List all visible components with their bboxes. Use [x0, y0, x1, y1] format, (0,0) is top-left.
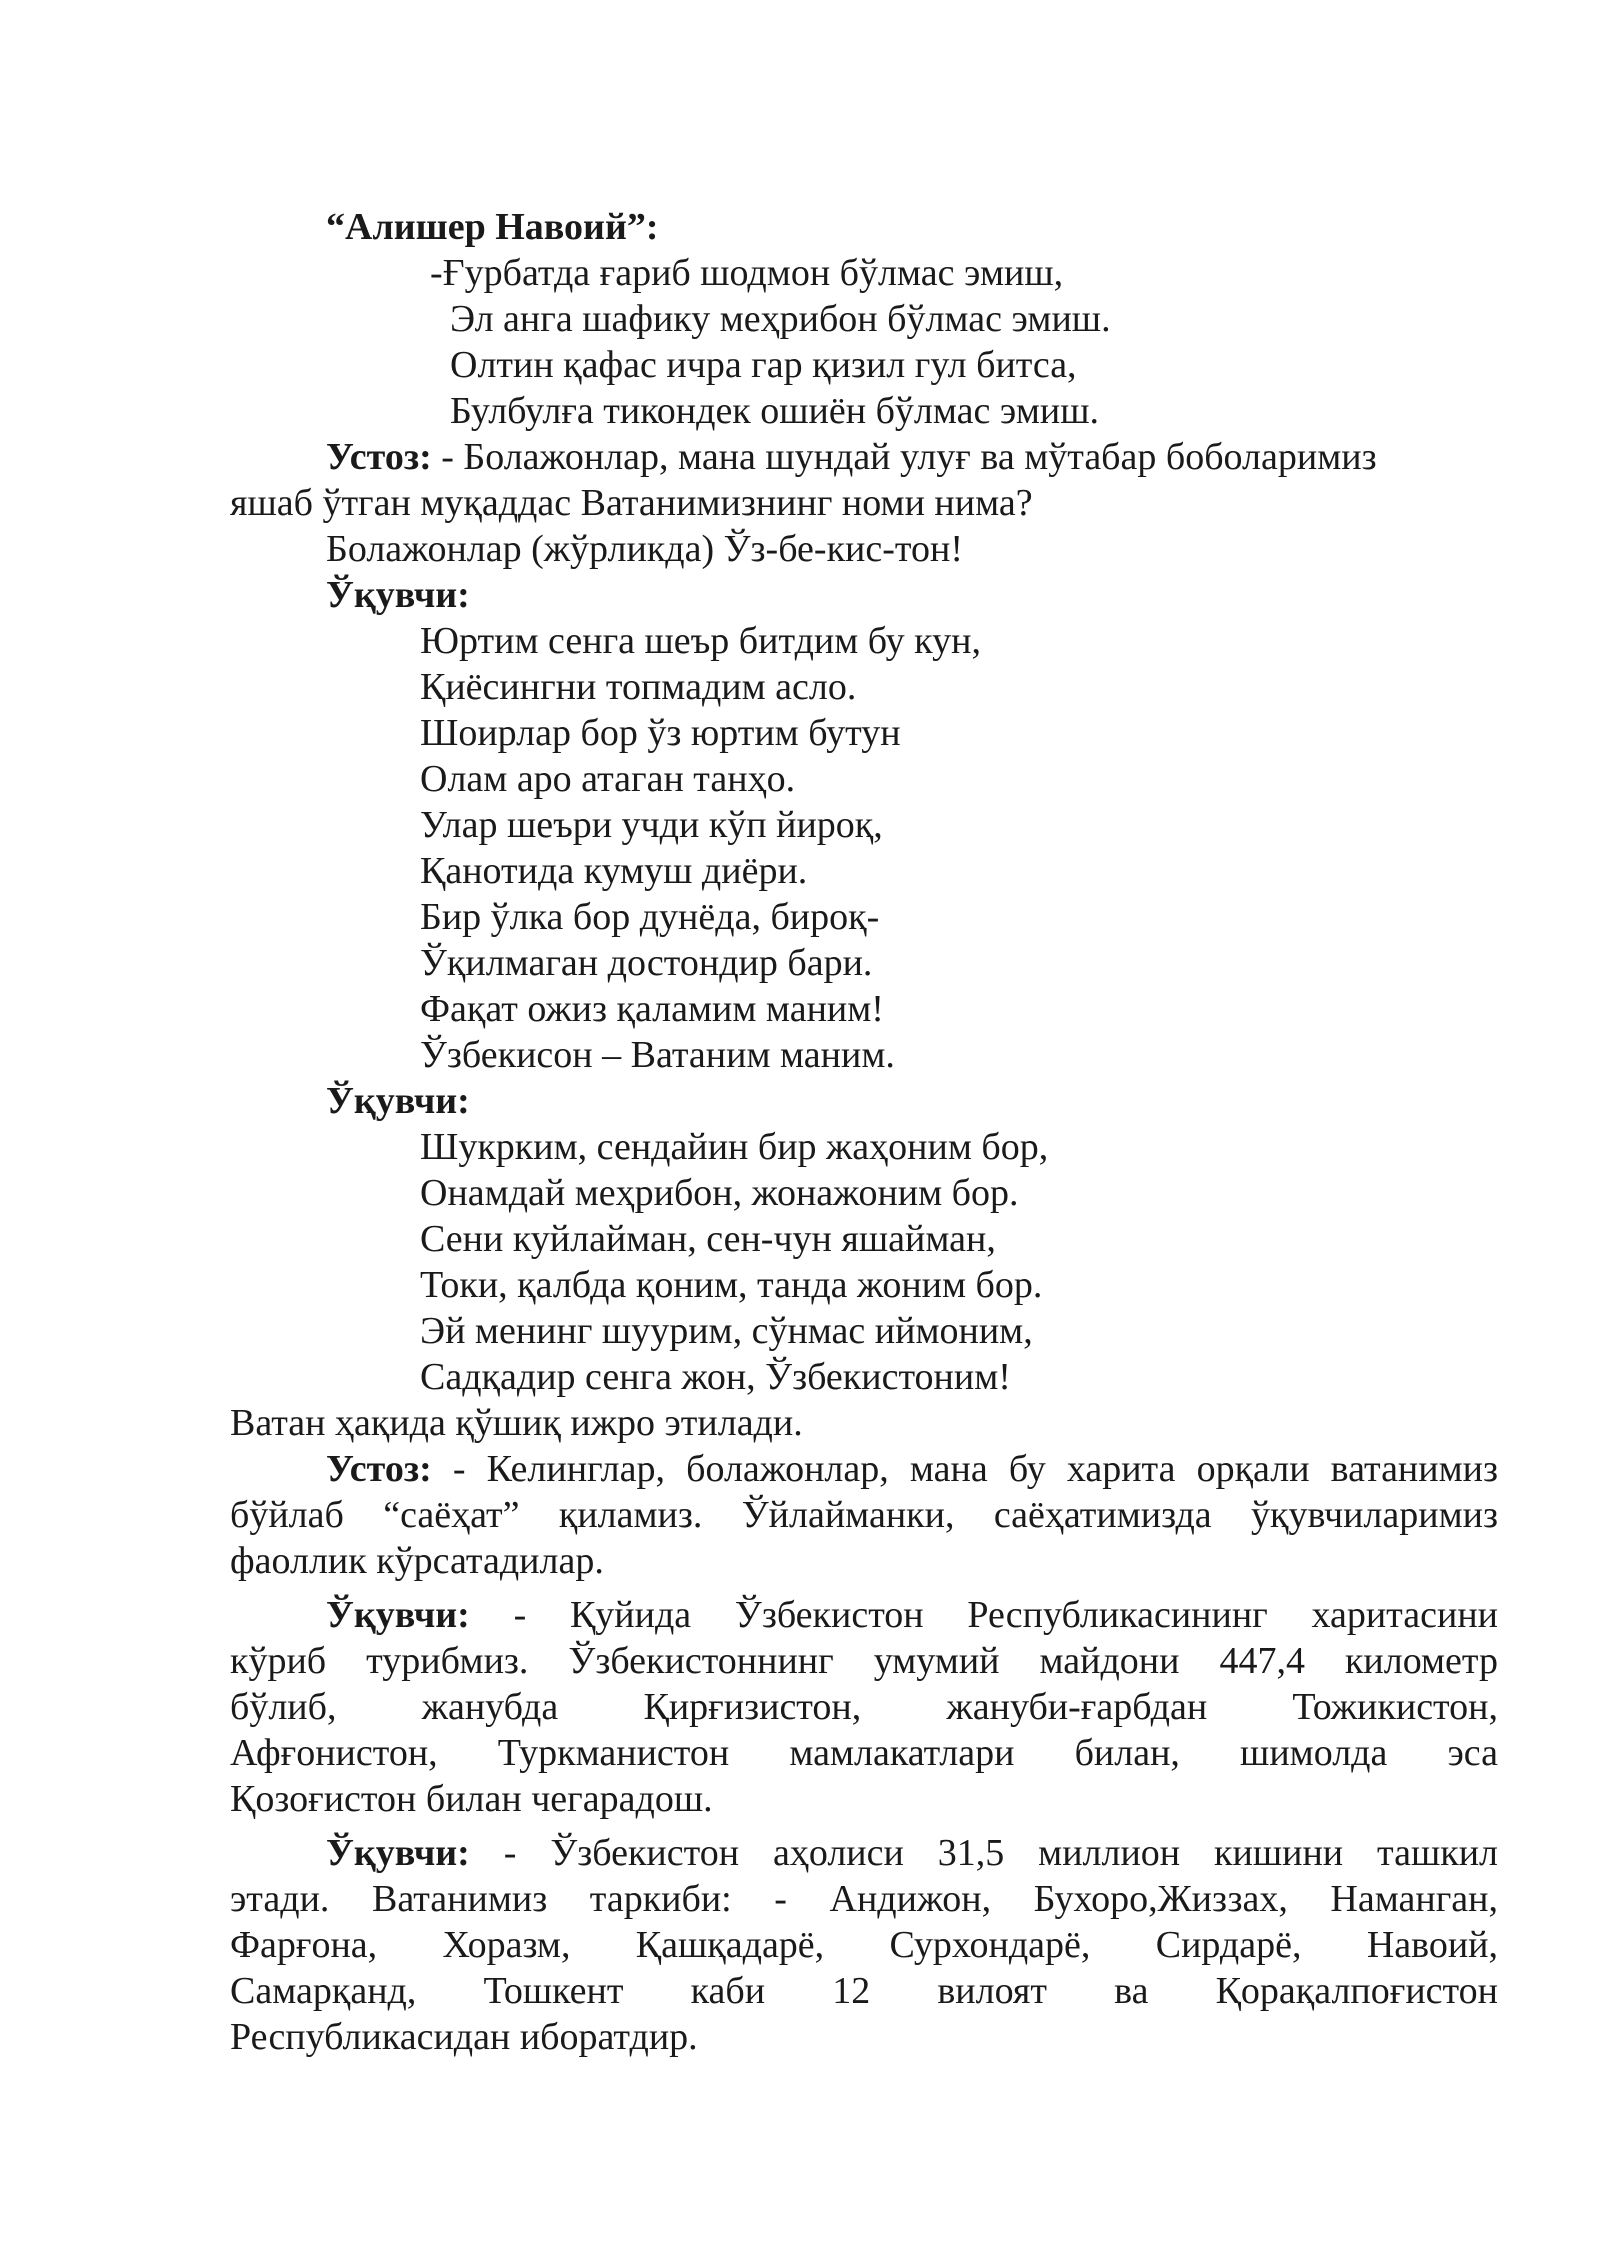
poem-line: Олам аро атаган танҳо.: [420, 758, 796, 800]
paragraph-line: [230, 1730, 1498, 1776]
paragraph-line: [326, 1830, 1498, 1876]
speaker-label: Ўқувчи:: [326, 574, 470, 616]
paragraph-text: - Келинглар, болажонлар, мана бу харита орқали ватанимиз: [431, 1448, 1498, 1490]
paragraph-text: Самарқанд, Тошкент каби 12 вилоят ва Қорақалпоғистон: [230, 1970, 1498, 2012]
poem-line: Шоирлар бор ўз юртим бутун: [420, 712, 901, 754]
speaker-label: Устоз:: [326, 436, 432, 478]
poem-line: Онамдай меҳрибон, жонажоним бор.: [420, 1172, 1019, 1214]
paragraph-text: - Болажонлар, мана шундай улуғ ва мўтабар боболаримиз: [431, 436, 1377, 478]
paragraph-line: [230, 1492, 1498, 1538]
poem-line: Бир ўлка бор дунёда, бироқ-: [420, 896, 880, 938]
paragraph-text: этади. Ватанимиз таркиби: - Андижон, Бухоро,Жиззах, Наманган,: [230, 1878, 1498, 1920]
paragraph-line: Республикасидан иборатдир.: [230, 2016, 698, 2058]
paragraph-line: [326, 1446, 1498, 1492]
poem-line: Улар шеъри учди кўп йироқ,: [420, 804, 883, 846]
speaker-label: Устоз:: [326, 1448, 432, 1490]
speaker-label: Ўқувчи:: [326, 1080, 470, 1122]
paragraph-line: [230, 1638, 1498, 1684]
poem-line: Ўқилмаган достондир бари.: [420, 942, 873, 984]
paragraph-text: - Ўзбекистон аҳолиси 31,5 миллион кишини ташкил: [469, 1832, 1498, 1874]
paragraph-line: [326, 1592, 1498, 1638]
paragraph-line: яшаб ўтган муқаддас Ватанимизнинг номи нима?: [230, 482, 1033, 524]
poem-line: Садқадир сенга жон, Ўзбекистоним!: [420, 1356, 1011, 1398]
poem-line: Қанотида кумуш диёри.: [420, 850, 808, 892]
speaker-label: Ўқувчи:: [326, 1832, 470, 1874]
paragraph-line: [230, 1922, 1498, 1968]
paragraph-line: фаоллик кўрсатадилар.: [230, 1540, 604, 1582]
poem-line: Сени куйлайман, сен-чун яшайман,: [420, 1218, 996, 1260]
poem-line: -Ғурбатда ғариб шодмон бўлмас эмиш,: [430, 252, 1064, 294]
paragraph-line: [230, 1876, 1498, 1922]
paragraph-line: [230, 1968, 1498, 2014]
poem-line: Ўзбекисон – Ватаним маним.: [420, 1034, 895, 1076]
poem-line: Эл анга шафику меҳрибон бўлмас эмиш.: [450, 298, 1111, 340]
poem-line: Олтин қафас ичра гар қизил гул битса,: [450, 344, 1077, 386]
poem-line: Фақат ожиз қаламим маним!: [420, 988, 884, 1030]
paragraph-text: Фарғона, Хоразм, Қашқадарё, Сурхондарё, Сирдарё, Навоий,: [230, 1924, 1498, 1966]
paragraph-text: бўйлаб “саёҳат” қиламиз. Ўйлайманки, саёҳатимизда ўқувчиларимиз: [230, 1494, 1498, 1536]
paragraph-line: [230, 1684, 1498, 1730]
poem-line: Шукрким, сендайин бир жаҳоним бор,: [420, 1126, 1049, 1168]
paragraph-text: бўлиб, жанубда Қирғизистон, жануби-ғарбдан Тожикистон,: [230, 1686, 1498, 1728]
speaker-heading: “Алишер Навоий”:: [326, 206, 659, 248]
poem-line: Эй менинг шуурим, сўнмас иймоним,: [420, 1310, 1033, 1352]
paragraph-line: Болажонлар (жўрликда) Ўз-бе-кис-тон!: [326, 528, 963, 570]
paragraph-line: Қозоғистон билан чегарадош.: [230, 1778, 713, 1820]
poem-line: Юртим сенга шеър битдим бу кун,: [420, 620, 981, 662]
paragraph-line: [326, 434, 1377, 480]
paragraph-text: Афғонистон, Туркманистон мамлакатлари билан, шимолда эса: [230, 1732, 1498, 1774]
poem-line: Токи, қалбда қоним, танда жоним бор.: [420, 1264, 1043, 1306]
poem-line: Булбулға тикондек ошиён бўлмас эмиш.: [450, 390, 1100, 432]
paragraph-text: - Қуйида Ўзбекистон Республикасининг харитасини: [469, 1594, 1498, 1636]
paragraph-text: кўриб турибмиз. Ўзбекистоннинг умумий майдони 447,4 километр: [230, 1640, 1498, 1682]
poem-line: Қиёсингни топмадим асло.: [420, 666, 857, 708]
speaker-label: Ўқувчи:: [326, 1594, 470, 1636]
paragraph-line: Ватан ҳақида қўшиқ ижро этилади.: [230, 1402, 803, 1444]
